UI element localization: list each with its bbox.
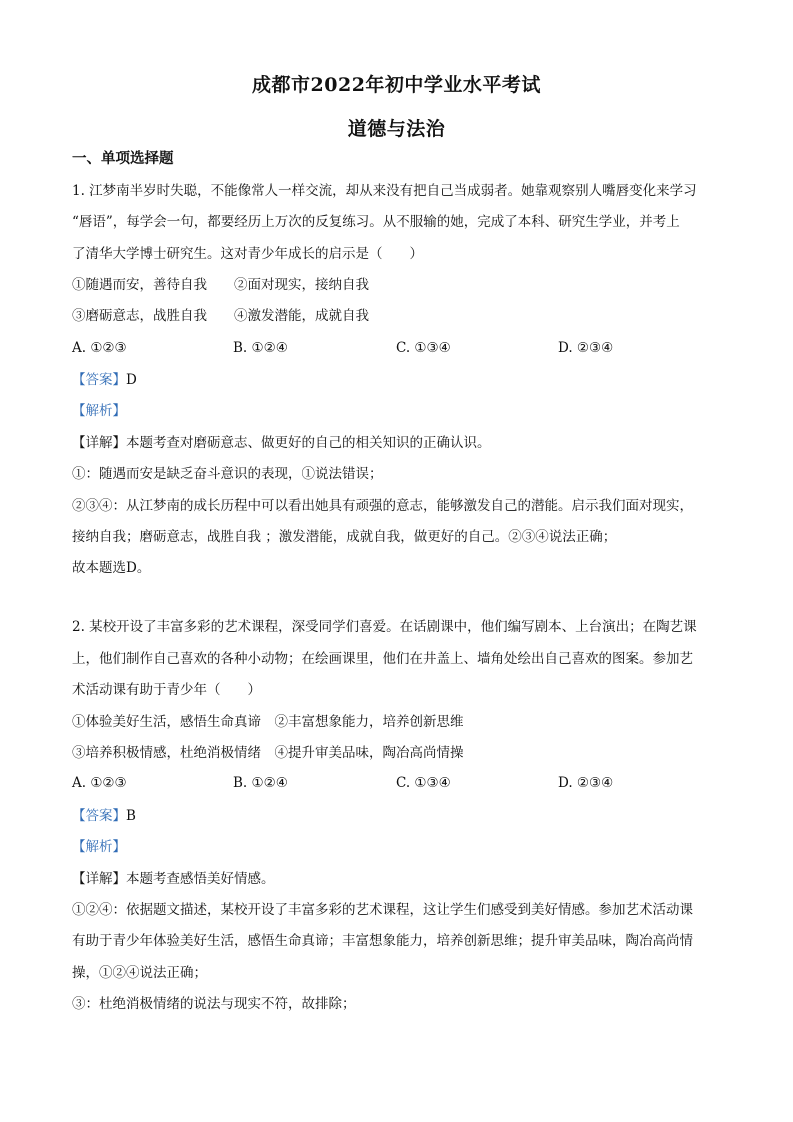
q1-detail-line: ②③④：从江梦南的成长历程中可以看出她具有顽强的意志，能够激发自己的潜能。启示我们面对现实， [72, 498, 693, 514]
q2-option-a: A. ①②③ [72, 775, 127, 791]
q2-answer [72, 807, 136, 825]
q2-option-c: C. ①③④ [396, 775, 451, 791]
q2-stem-line: 术活动课有助于青少年（ ） [72, 682, 261, 698]
q2-stem-line: 上，他们制作自己喜欢的各种小动物；在绘画课里，他们在井盖上、墙角处绘出自己喜欢的图案。参加艺 [72, 651, 693, 667]
answer-label: 【答案】 [72, 372, 126, 388]
q2-detail-line: 【详解】本题考查感悟美好情感。 [72, 871, 275, 887]
q1-detail-line: ①：随遇而安是缺乏奋斗意识的表现，①说法错误； [72, 466, 383, 482]
exam-title: 成都市2022年初中学业水平考试 [252, 74, 541, 96]
q2-stem-line: 2. 某校开设了丰富多彩的艺术课程，深受同学们喜爱。在话剧课中，他们编写剧本、上台演出；在陶艺课 [72, 619, 697, 635]
q1-detail-line: 故本题选D。 [72, 560, 151, 576]
subject-title: 道德与法治 [347, 118, 446, 140]
q2-detail-line: ③：杜绝消极情绪的说法与现实不符，故排除； [72, 996, 356, 1012]
q1-analysis-label: 【解析】 [72, 403, 126, 419]
q1-option-c: C. ①③④ [396, 340, 451, 356]
q1-answer [72, 371, 137, 389]
q2-item-line: ③培养积极情感，杜绝消极情绪 ④提升审美品味，陶冶高尚情操 [72, 745, 464, 761]
q1-item-line: ③磨砺意志，战胜自我 ④激发潜能，成就自我 [72, 308, 369, 324]
q1-item-line: ①随遇而安，善待自我 ②面对现实，接纳自我 [72, 277, 369, 293]
q2-analysis-label: 【解析】 [72, 839, 126, 855]
q2-option-b: B. ①②④ [233, 775, 288, 791]
q2-detail-line: 操，①②④说法正确； [72, 965, 207, 981]
q1-stem-line: 了清华大学博士研究生。这对青少年成长的启示是（ ） [72, 246, 423, 262]
q2-detail-line: ①②④：依据题文描述，某校开设了丰富多彩的艺术课程，这让学生们感受到美好情感。参加艺术活动课 [72, 902, 693, 918]
answer-value: D [126, 372, 137, 388]
q1-option-d: D. ②③④ [558, 340, 614, 356]
q1-stem-line: “唇语”，每学会一句，都要经历上万次的反复练习。从不服输的她，完成了本科、研究生学业，并考上 [72, 214, 680, 230]
q2-item-line: ①体验美好生活，感悟生命真谛 ②丰富想象能力，培养创新思维 [72, 714, 464, 730]
answer-label: 【答案】 [72, 808, 126, 824]
answer-value: B [126, 808, 136, 824]
q1-detail-line: 接纳自我；磨砺意志，战胜自我 ；激发潜能，成就自我，做更好的自己。②③④说法正确； [72, 529, 617, 545]
section-title: 一、单项选择题 [72, 150, 174, 167]
q1-option-a: A. ①②③ [72, 340, 127, 356]
q2-detail-line: 有助于青少年体验美好生活，感悟生命真谛；丰富想象能力，培养创新思维；提升审美品味，陶冶高尚情 [72, 933, 693, 949]
q2-option-d: D. ②③④ [558, 775, 614, 791]
q1-option-b: B. ①②④ [233, 340, 288, 356]
q1-detail-line: 【详解】本题考查对磨砺意志、做更好的自己的相关知识的正确认识。 [72, 435, 491, 451]
q1-stem-line: 1. 江梦南半岁时失聪，不能像常人一样交流，却从来没有把自己当成弱者。她靠观察别人嘴唇变化来学习 [72, 183, 697, 199]
